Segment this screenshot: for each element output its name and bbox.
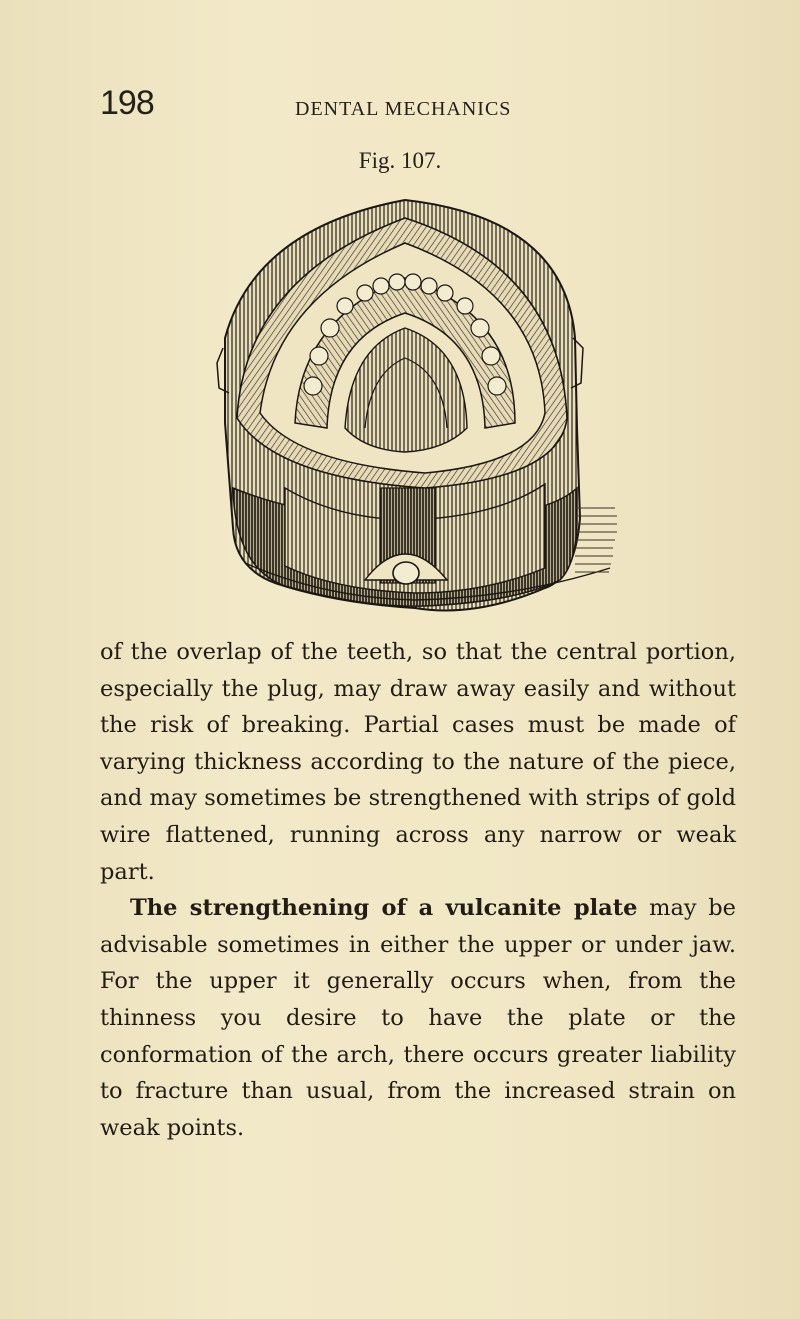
paragraph-2	[100, 890, 736, 1146]
dental-flask-illustration	[215, 188, 625, 616]
body-text	[100, 634, 736, 1146]
page-number: 198	[100, 84, 154, 122]
paragraph-1: of the overlap of the teeth, so that the central portion, especially the plug, may draw away easily and without the risk of breaking. Partial cases must be made of varying thickness according to the nature of the piece, and may sometimes be strengthened with strips of gold wire flattened, running across any narrow or weak part.	[100, 639, 736, 885]
paragraph-2-rest: may be advisable sometimes in either the upper or under jaw. For the upper it generally occurs when, from the thinness you desire to have the plate or the conformation of the arch, there occurs greater liability to fracture than usual, from the increased strain on weak points.	[100, 895, 736, 1141]
page-header	[100, 84, 740, 124]
figure-label: Fig. 107.	[358, 148, 442, 173]
paragraph-2-lead: The strengthening of a vulcanite plate	[130, 895, 638, 922]
running-head: DENTAL MECHANICS	[295, 98, 512, 120]
